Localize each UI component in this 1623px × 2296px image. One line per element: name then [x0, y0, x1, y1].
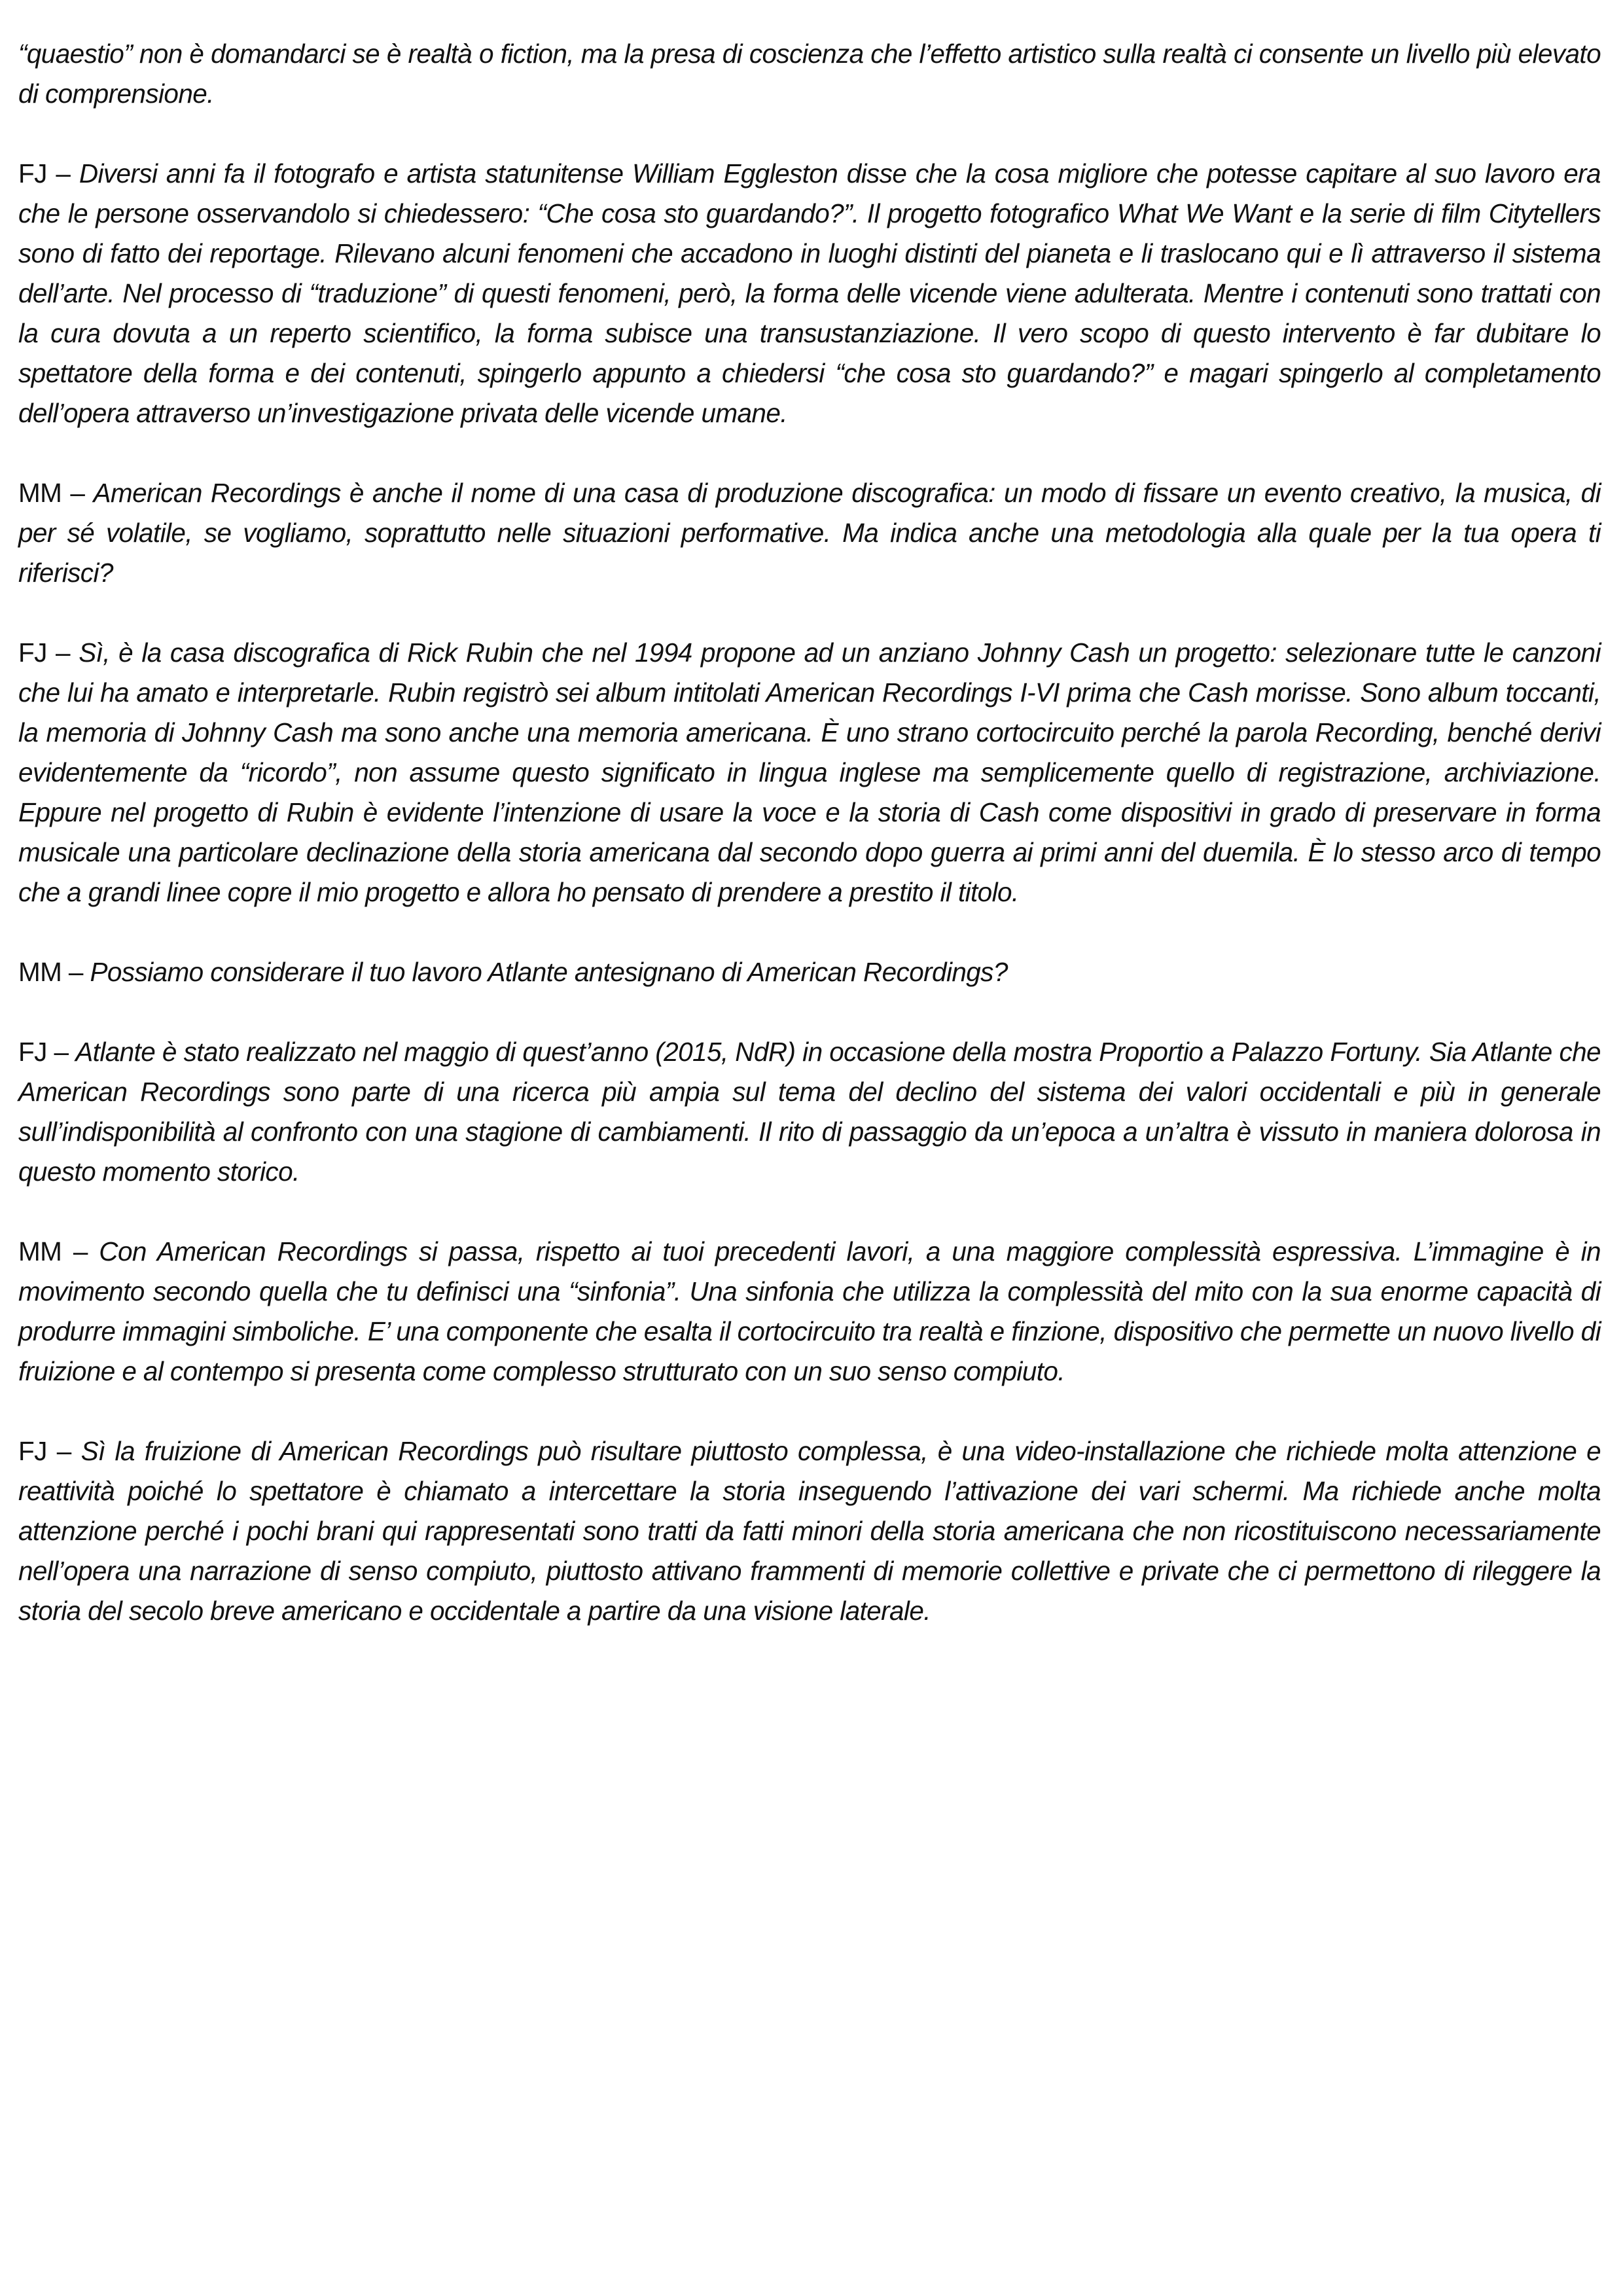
paragraph-text: Possiamo considerare il tuo lavoro Atlante antesignano di American Recordings?: [90, 957, 1008, 987]
document-page: [18, 34, 1601, 1671]
speaker-label: FJ –: [18, 637, 79, 668]
paragraph-text: Con American Recordings si passa, rispetto ai tuoi precedenti lavori, a una maggiore complessità espressiva. L’immagine è in movimento secondo quella che tu definisci una “sinfonia”. Una sinfonia che utilizza la complessità del mito con la sua enorme capacità di produrre immagini simboliche. E’ una componente che esalta il cortocircuito tra realtà e finzione, dispositivo che permette un nuovo livello di fruizione e al contempo si presenta come complesso strutturato con un suo senso compiuto.: [18, 1236, 1601, 1386]
speaker-label: FJ –: [18, 1436, 81, 1466]
speaker-label: FJ –: [18, 1037, 76, 1067]
paragraph-question: [18, 952, 1601, 992]
speaker-label: MM –: [18, 1236, 99, 1266]
speaker-label: FJ –: [18, 158, 79, 188]
paragraph-text: Diversi anni fa il fotografo e artista statunitense William Eggleston disse che la cosa migliore che potesse capitare al suo lavoro era che le persone osservandolo si chiedessero: “Che cosa sto guardando?”. Il progetto fotografico What We Want e la serie di film Citytellers sono di fatto dei reportage. Rilevano alcuni fenomeni che accadono in luoghi distinti del pianeta e li traslocano qui e lì attraverso il sistema dell’arte. Nel processo di “traduzione” di questi fenomeni, però, la forma delle vicende viene adulterata. Mentre i contenuti sono trattati con la cura dovuta a un reperto scientifico, la forma subisce una transustanziazione. Il vero scopo di questo intervento è far dubitare lo spettatore della forma e dei contenuti, spingerlo appunto a chiedersi “che cosa sto guardando?” e magari spingerlo al completamento dell’opera attraverso un’investigazione privata delle vicende umane.: [18, 158, 1601, 428]
speaker-label: MM –: [18, 478, 94, 508]
speaker-label: MM –: [18, 957, 90, 987]
paragraph-text: Sì, è la casa discografica di Rick Rubin che nel 1994 propone ad un anziano Johnny Cash un progetto: selezionare tutte le canzoni che lui ha amato e interpretarle. Rubin registrò sei album intitolati American Recordings I-VI prima che Cash morisse. Sono album toccanti, la memoria di Johnny Cash ma sono anche una memoria americana. È uno strano cortocircuito perché la parola Recording, benché derivi evidentemente da “ricordo”, non assume questo significato in lingua inglese ma semplicemente quello di registrazione, archiviazione. Eppure nel progetto di Rubin è evidente l’intenzione di usare la voce e la storia di Cash come dispositivi in grado di preservare in forma musicale una particolare declinazione della storia americana dal secondo dopo guerra ai primi anni del duemila. È lo stesso arco di tempo che a grandi linee copre il mio progetto e allora ho pensato di prendere a prestito il titolo.: [18, 637, 1601, 907]
paragraph-answer: [18, 1032, 1601, 1192]
paragraph-text: “quaestio” non è domandarci se è realtà o fiction, ma la presa di coscienza che l’effetto artistico sulla realtà ci consente un livello più elevato di comprensione.: [18, 39, 1601, 109]
paragraph-continuation: [18, 34, 1601, 114]
paragraph-text: Sì la fruizione di American Recordings può risultare piuttosto complessa, è una video-installazione che richiede molta attenzione e reattività poiché lo spettatore è chiamato a intercettare la storia inseguendo l’attivazione dei vari schermi. Ma richiede anche molta attenzione perché i pochi brani qui rappresentati sono tratti da fatti minori della storia americana che non ricostituiscono necessariamente nell’opera una narrazione di senso compiuto, piuttosto attivano frammenti di memorie collettive e private che ci permettono di rileggere la storia del secolo breve americano e occidentale a partire da una visione laterale.: [18, 1436, 1601, 1626]
paragraph-question: [18, 1232, 1601, 1391]
paragraph-question: [18, 473, 1601, 593]
paragraph-text: American Recordings è anche il nome di una casa di produzione discografica: un modo di fissare un evento creativo, la musica, di per sé volatile, se vogliamo, soprattutto nelle situazioni performative. Ma indica anche una metodologia alla quale per la tua opera ti riferisci?: [18, 478, 1601, 588]
paragraph-text: Atlante è stato realizzato nel maggio di quest’anno (2015, NdR) in occasione della mostra Proportio a Palazzo Fortuny. Sia Atlante che American Recordings sono parte di una ricerca più ampia sul tema del declino del sistema dei valori occidentali e più in generale sull’indisponibilità al confronto con una stagione di cambiamenti. Il rito di passaggio da un’epoca a un’altra è vissuto in maniera dolorosa in questo momento storico.: [18, 1037, 1601, 1187]
paragraph-answer: [18, 154, 1601, 433]
paragraph-answer: [18, 633, 1601, 912]
paragraph-answer: [18, 1431, 1601, 1631]
